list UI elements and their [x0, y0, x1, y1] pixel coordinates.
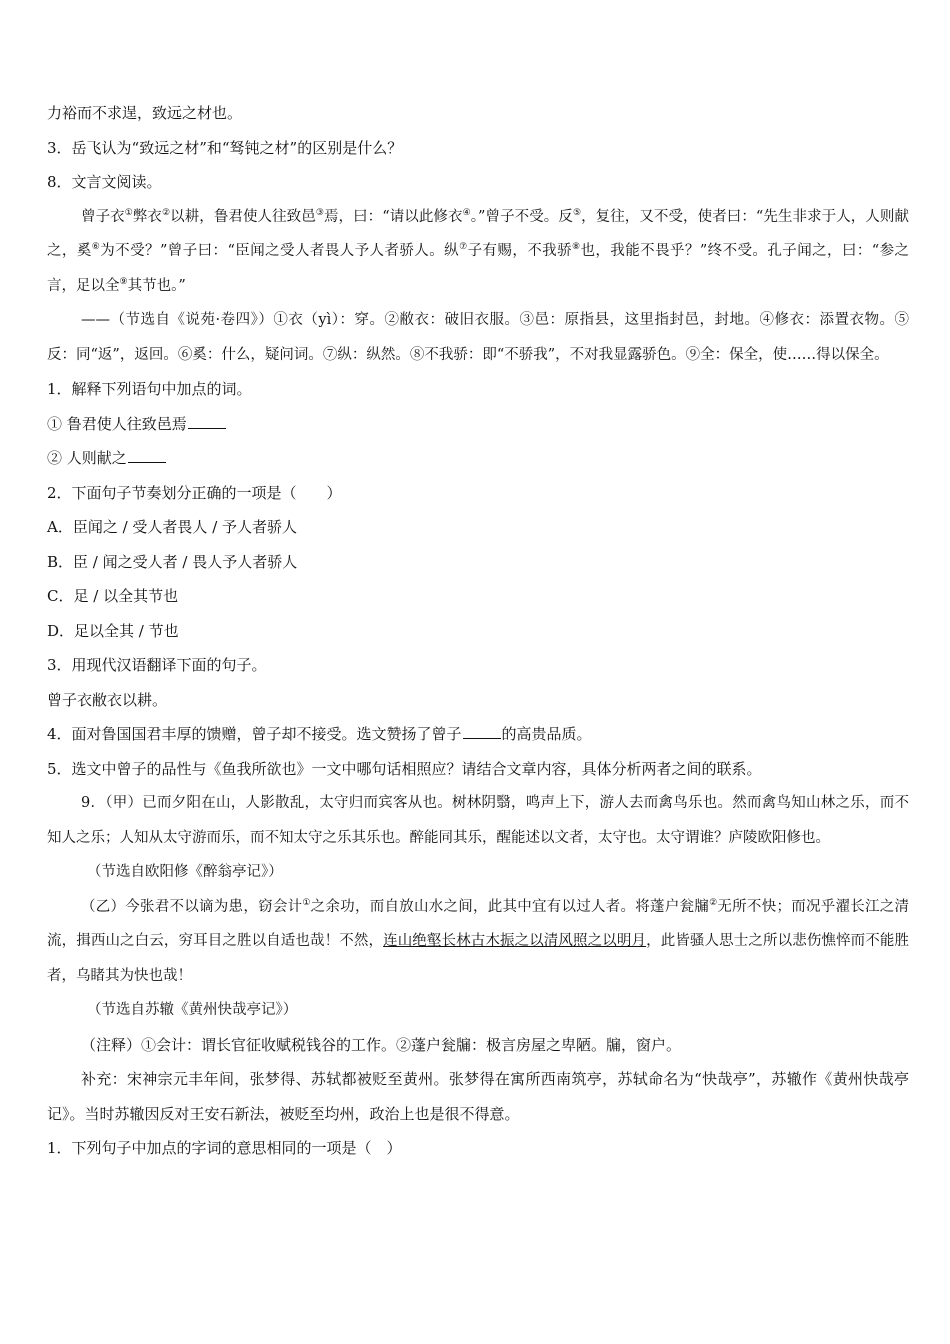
q8-title: 8．文言文阅读。	[47, 173, 162, 191]
q8-question-2: 2．下面句子节奏划分正确的一项是（ ）	[47, 483, 342, 502]
q8-question-4: 4．面对鲁国国君丰厚的馈赠，曾子却不接受。选文赞扬了曾子 的高贵品质。	[47, 725, 592, 743]
q9-question-1: 1．下列句子中加点的字词的意思相同的一项是（ ）	[47, 1139, 402, 1157]
q9-source-1: （节选自欧阳修《醉翁亭记》）	[87, 864, 283, 880]
q8-option-d: D．足以全其 / 节也	[47, 621, 179, 640]
q8-option-c: C．足 / 以全其节也	[47, 587, 179, 605]
underlined-sentence: 连山绝壑长林古木振之以清风照之以明月	[383, 933, 647, 949]
q9-passage-yi: （乙）今张君不以谪为患，窃会计①之余功，而自放山水之间，此其中宜有以过人者。将蓬户瓮牖②无所不快；而况乎濯长江之清流，揖西山之白云，穷耳目之胜以自适也哉！不然，连山绝壑长林古木振之以清风照之以明月，此皆骚人思士之所以悲伤憔悴而不能胜者，乌睹其为快也哉！	[47, 897, 909, 984]
q8-option-b: B．臣 / 闻之受人者 / 畏人予人者骄人	[47, 552, 298, 571]
q8-option-a: A．臣闻之 / 受人者畏人 / 予人者骄人	[47, 518, 298, 536]
q8-question-3-sentence: 曾子衣敝衣以耕。	[47, 690, 168, 709]
q7-continuation: 力裕而不求逞，致远之材也。	[47, 104, 243, 122]
q8-question-1a: ① 鲁君使人往致邑焉	[47, 407, 909, 442]
q8-annotation: ——（节选自《说苑·卷四》）①衣（yì）：穿。②敝衣：破旧衣服。③邑：原指县，这里指封邑，封地。④修衣：添置衣物。⑤反：同“返”，返回。⑥奚：什么，疑问词。⑦纵：纵然。⑧不我骄：即“不骄我”，不对我显露骄色。⑨全：保全，使……得以保全。	[47, 312, 909, 363]
document-page	[47, 96, 909, 1166]
q8-question-1: 1．解释下列语句中加点的词。	[47, 380, 252, 398]
answer-blank[interactable]	[463, 724, 501, 739]
q9-supplement: 补充：宋神宗元丰年间，张梦得、苏轼都被贬至黄州。张梦得在寓所西南筑亭，苏轼命名为“快哉亭”，苏辙作《黄州快哉亭记》。当时苏辙因反对王安石新法，被贬至均州，政治上也是很不得意。	[47, 1070, 909, 1123]
q9-passage-jia: 9．（甲）已而夕阳在山，人影散乱，太守归而宾客从也。树林阴翳，鸣声上下，游人去而禽鸟乐也。然而禽鸟知山林之乐，而不知人之乐；人知从太守游而乐，而不知太守之乐其乐也。醉能同其乐，醒能述以文者，太守也。太守谓谁？庐陵欧阳修也。	[47, 795, 909, 846]
q7-question-3: 3．岳飞认为“致远之材”和“驽钝之材”的区别是什么？	[47, 138, 403, 157]
q8-question-1b: ② 人则献之	[47, 441, 909, 476]
answer-blank[interactable]	[128, 448, 166, 463]
q9-annotation: （注释）①会计：谓长官征收赋税钱谷的工作。②蓬户瓮牖：极言房屋之卑陋。牖，窗户。	[81, 1035, 682, 1054]
q8-question-5: 5．选文中曾子的品性与《鱼我所欲也》一文中哪句话相照应？请结合文章内容，具体分析两者之间的联系。	[47, 759, 762, 778]
q8-passage: 曾子衣①弊衣②以耕，鲁君使人往致邑③焉，曰：“请以此修衣④。”曾子不受。反⑤，复往，又不受，使者曰：“先生非求于人，人则献之，奚⑥为不受？”曾子曰：“臣闻之受人者畏人予人者骄人。纵⑦子有赐，不我骄⑧也，我能不畏乎？”终不受。孔子闻之，曰：“参之言，足以全⑨其节也。”	[47, 207, 910, 294]
answer-blank[interactable]	[188, 414, 226, 429]
q9-source-2: （节选自苏辙《黄州快哉亭记》）	[87, 1002, 298, 1018]
q8-question-3: 3．用现代汉语翻译下面的句子。	[47, 656, 267, 674]
